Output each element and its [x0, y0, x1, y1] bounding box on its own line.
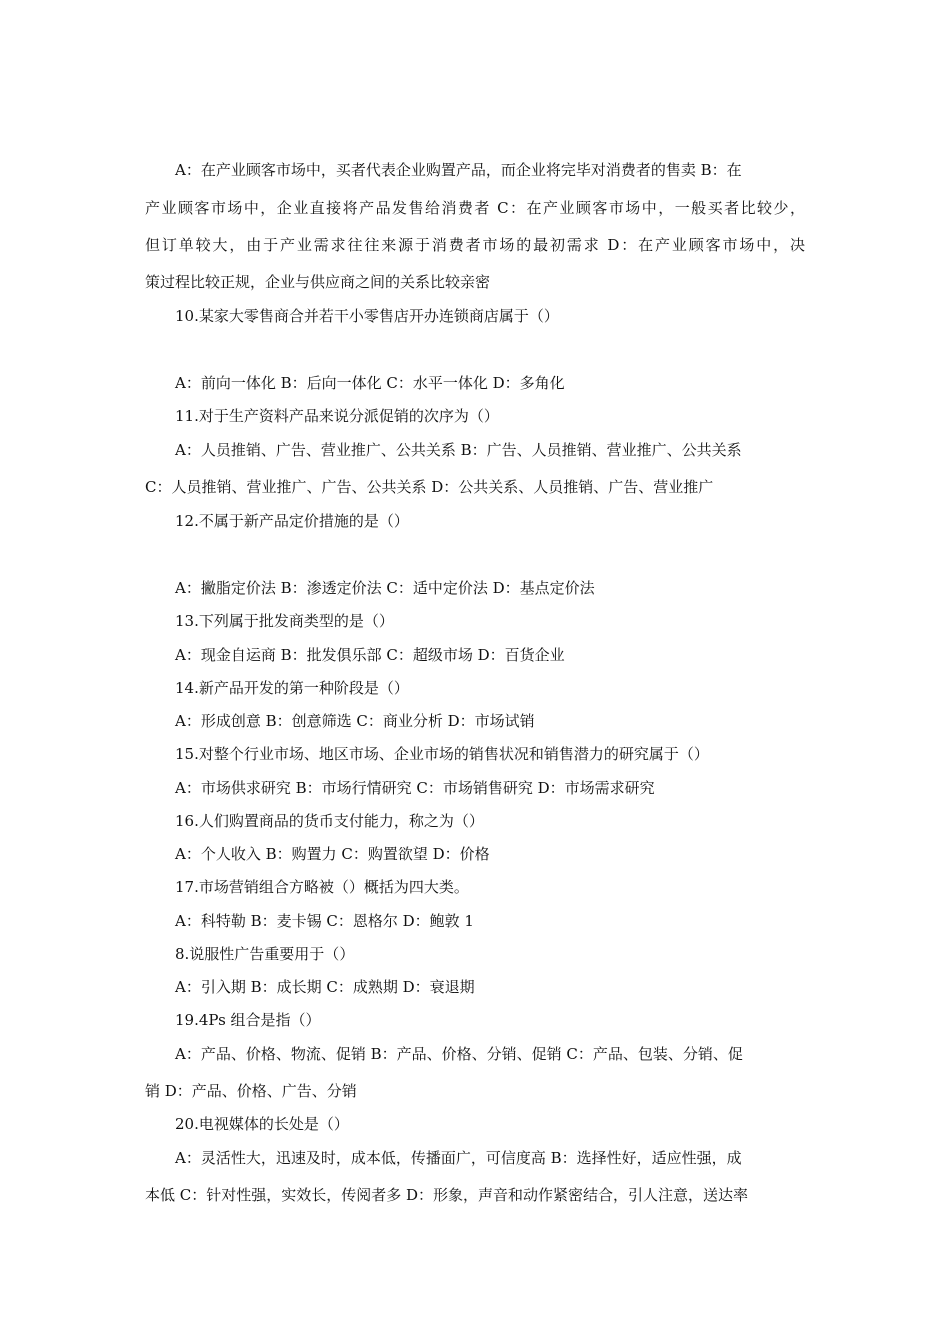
question-13-options: A：现金自运商 B：批发俱乐部 C：超级市场 D：百货企业: [175, 646, 565, 664]
question-12-options: A：撇脂定价法 B：渗透定价法 C：适中定价法 D：基点定价法: [175, 579, 595, 597]
question-12: 12.不属于新产品定价措施的是（）: [175, 512, 409, 530]
question-11-options-line-2: C：人员推销、营业推广、广告、公共关系 D：公共关系、人员推销、广告、营业推广: [145, 478, 714, 496]
question-14-options: A：形成创意 B：创意筛选 C：商业分析 D：市场试销: [175, 712, 535, 730]
question-18-options: A：引入期 B：成长期 C：成熟期 D：衰退期: [175, 978, 475, 996]
q9-options-line-4: 策过程比较正规，企业与供应商之间的关系比较亲密: [145, 273, 491, 291]
question-13: 13.下列属于批发商类型的是（）: [175, 612, 394, 630]
question-20-options-line-2: 本低 C：针对性强，实效长，传阅者多 D：形象，声音和动作紧密结合，引人注意，送达率: [145, 1186, 749, 1204]
question-19-options-line-2: 销 D：产品、价格、广告、分销: [145, 1082, 357, 1100]
question-15: 15.对整个行业市场、地区市场、企业市场的销售状况和销售潜力的研究属于（）: [175, 745, 709, 763]
question-15-options: A：市场供求研究 B：市场行情研究 C：市场销售研究 D：市场需求研究: [175, 779, 655, 797]
question-20: 20.电视媒体的长处是（）: [175, 1115, 349, 1133]
question-11-options-line-1: A：人员推销、广告、营业推广、公共关系 B：广告、人员推销、营业推广、公共关系: [175, 441, 742, 459]
question-20-options-line-1: A：灵活性大，迅速及时，成本低，传播面广，可信度高 B：选择性好，适应性强，成: [175, 1149, 742, 1167]
question-16: 16.人们购置商品的货币支付能力，称之为（）: [175, 812, 484, 830]
q9-options-line-2: 产业顾客市场中，企业直接将产品发售给消费者 C：在产业顾客市场中，一般买者比较少，: [145, 199, 805, 217]
question-10-options: A：前向一体化 B：后向一体化 C：水平一体化 D：多角化: [175, 374, 565, 392]
question-11: 11.对于生产资料产品来说分派促销的次序为（）: [175, 407, 499, 425]
question-17: 17.市场营销组合方略被（）概括为四大类。: [175, 878, 469, 896]
question-14: 14.新产品开发的第一种阶段是（）: [175, 679, 409, 697]
question-18: 8.说服性广告重要用于（）: [175, 945, 355, 963]
question-10: 10.某家大零售商合并若干小零售店开办连锁商店属于（）: [175, 307, 559, 325]
question-16-options: A：个人收入 B：购置力 C：购置欲望 D：价格: [175, 845, 490, 863]
q9-options-line-3: 但订单较大，由于产业需求往往来源于消费者市场的最初需求 D：在产业顾客市场中，决: [145, 236, 805, 254]
question-19: 19.4Ps 组合是指（）: [175, 1011, 321, 1029]
question-17-options: A：科特勒 B：麦卡锡 C：恩格尔 D：鲍敦 1: [175, 912, 474, 930]
q9-options-line-1: A：在产业顾客市场中，买者代表企业购置产品，而企业将完毕对消费者的售卖 B：在: [175, 161, 742, 179]
question-19-options-line-1: A：产品、价格、物流、促销 B：产品、价格、分销、促销 C：产品、包装、分销、促: [175, 1045, 743, 1063]
